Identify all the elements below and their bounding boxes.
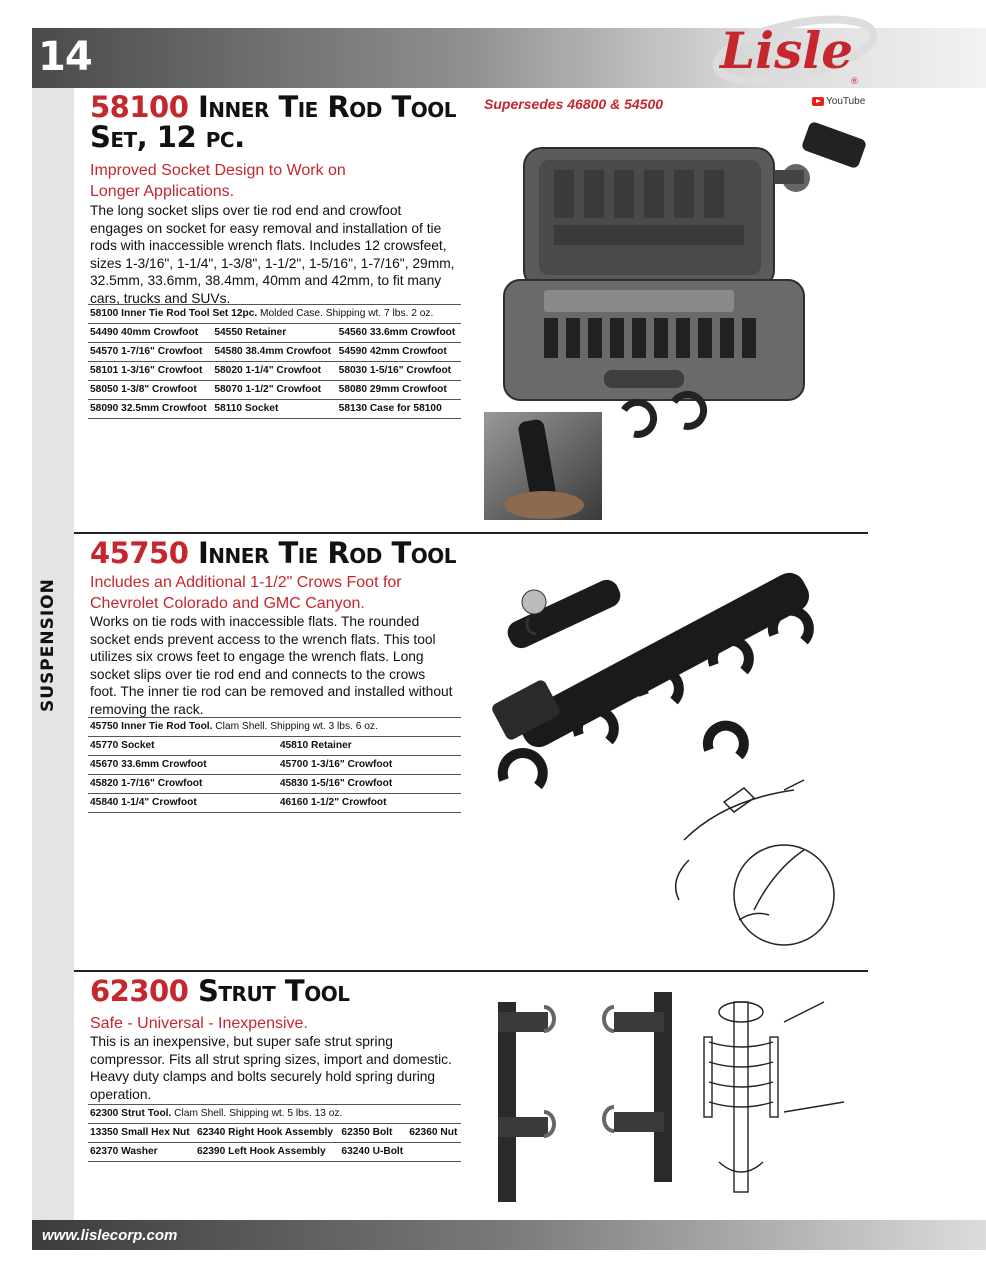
table-row [88,400,461,419]
product1-subtitle: Improved Socket Design to Work on Longer Applications. [90,162,346,200]
product3-parts-table [88,1104,461,1162]
table-cell: 58020 1-1/4" Crowfoot [212,362,336,381]
crowfoot-image [624,402,654,434]
product1-number: 58100 [90,90,189,124]
tool-case-image [504,148,804,400]
youtube-label: YouTube [826,96,866,107]
youtube-badge[interactable] [812,96,865,107]
table-cell: 63240 U-Bolt [339,1143,407,1162]
table-cell: 45830 1-5/16" Crowfoot [278,775,461,794]
table-row [88,362,461,381]
table-cell: 54580 38.4mm Crowfoot [212,343,336,362]
section-divider [74,970,868,972]
table-row [88,1143,461,1162]
table-cell: 54490 40mm Crowfoot [88,324,212,343]
strut-tool-image [498,992,672,1202]
lisle-logo [700,10,880,90]
product1-title-line2: Set, 12 pc. [90,120,245,155]
table-cell: 62360 Nut [407,1124,461,1143]
product1-description: The long socket slips over tie rod end and crowfoot engages on socket for easy removal and installation of tie rods with inaccessible wrench flats. Includes 12 crowsfeet, sizes 1-3/16", 1-1/4", 1-3/8", 1-1/2", 1-5/16", 1-7/16", 29mm, 32.5mm, 33.6mm, 38.4mm, 40mm and 42mm, to fit many cars, trucks and SUVs. [90,203,455,306]
table-header: 45750 Inner Tie Rod Tool. Clam Shell. Shipping wt. 3 lbs. 6 oz. [88,718,461,737]
product1-title-line1: Inner Tie Rod Tool [198,90,456,124]
table-row [88,775,461,794]
strut-illustration [704,1002,844,1192]
table-row [88,324,461,343]
table-cell: 45820 1-7/16" Crowfoot [88,775,278,794]
table-cell: 62390 Left Hook Assembly [195,1143,339,1162]
product2-subtitle: Includes an Additional 1-1/2" Crows Foot for Chevrolet Colorado and GMC Canyon. [90,574,402,612]
table-cell: 62370 Washer [88,1143,195,1162]
product3-photos [484,982,874,1202]
tie-rod-image [774,121,867,192]
table-cell: 58090 32.5mm Crowfoot [88,400,212,419]
table-row [88,794,461,813]
table-cell: 54560 33.6mm Crowfoot [337,324,461,343]
product3-description: This is an inexpensive, but super safe strut spring compressor. Fits all strut spring sizes, import and domestic. Heavy duty clamps and bolts securely hold spring during operation. [90,1034,452,1102]
table-header-row [88,305,461,324]
table-cell: 46160 1-1/2" Crowfoot [278,794,461,813]
product3-title [90,976,349,1006]
table-cell: 62350 Bolt [339,1124,407,1143]
table-cell: 54550 Retainer [212,324,336,343]
product1-photos [484,120,874,520]
table-cell: 45670 33.6mm Crowfoot [88,756,278,775]
table-cell: 58030 1-5/16" Crowfoot [337,362,461,381]
product1-parts-table [88,304,461,419]
youtube-icon [812,97,824,106]
product3-subtitle: Safe - Universal - Inexpensive. [90,1015,308,1032]
table-cell [407,1143,461,1162]
section-label: SUSPENSION [38,578,58,712]
product2-number: 45750 [90,536,189,570]
website-link[interactable]: www.lislecorp.com [42,1227,178,1244]
product2-description: Works on tie rods with inaccessible flats. The rounded socket ends prevent access to the wrench flats. This tool utilizes six crows feet to engage the wrench flats. Long socket slips over tie rod end and connects to the crows foot. The inner tie rod can be removed and installed without removing the rack. [90,614,453,717]
table-header: 58100 Inner Tie Rod Tool Set 12pc. Molded Case. Shipping wt. 7 lbs. 2 oz. [88,305,461,324]
table-cell: 58070 1-1/2" Crowfoot [212,381,336,400]
table-cell: 45770 Socket [88,737,278,756]
table-header-row [88,718,461,737]
table-cell: 45700 1-3/16" Crowfoot [278,756,461,775]
table-row [88,756,461,775]
product3-number: 62300 [90,974,189,1008]
table-cell: 54590 42mm Crowfoot [337,343,461,362]
table-cell: 58130 Case for 58100 [337,400,461,419]
logo-wordmark: Lisle [720,21,854,80]
table-cell: 45810 Retainer [278,737,461,756]
svg-text:®: ® [850,77,859,87]
table-header: 62300 Strut Tool. Clam Shell. Shipping wt. 5 lbs. 13 oz. [88,1105,461,1124]
product2-title [90,538,456,568]
table-cell: 13350 Small Hex Nut [88,1124,195,1143]
product2-title-text: Inner Tie Rod Tool [198,536,456,570]
table-cell: 58101 1-3/16" Crowfoot [88,362,212,381]
table-row [88,381,461,400]
table-header-row [88,1105,461,1124]
table-cell: 54570 1-7/16" Crowfoot [88,343,212,362]
page-number: 14 [38,34,92,80]
product3-title-text: Strut Tool [198,974,350,1008]
section-divider [74,532,868,534]
supersedes-note: Supersedes 46800 & 54500 [484,96,664,112]
table-cell: 58080 29mm Crowfoot [337,381,461,400]
product1-title [90,92,456,153]
table-cell: 62340 Right Hook Assembly [195,1124,339,1143]
table-row [88,343,461,362]
table-cell: 58110 Socket [212,400,336,419]
table-cell: 45840 1-1/4" Crowfoot [88,794,278,813]
product2-parts-table [88,717,461,813]
table-cell: 58050 1-3/8" Crowfoot [88,381,212,400]
product2-photos [484,540,874,960]
table-row [88,737,461,756]
usage-illustration [676,780,834,945]
usage-photo [484,412,602,520]
table-row [88,1124,461,1143]
socket-image [504,576,625,652]
